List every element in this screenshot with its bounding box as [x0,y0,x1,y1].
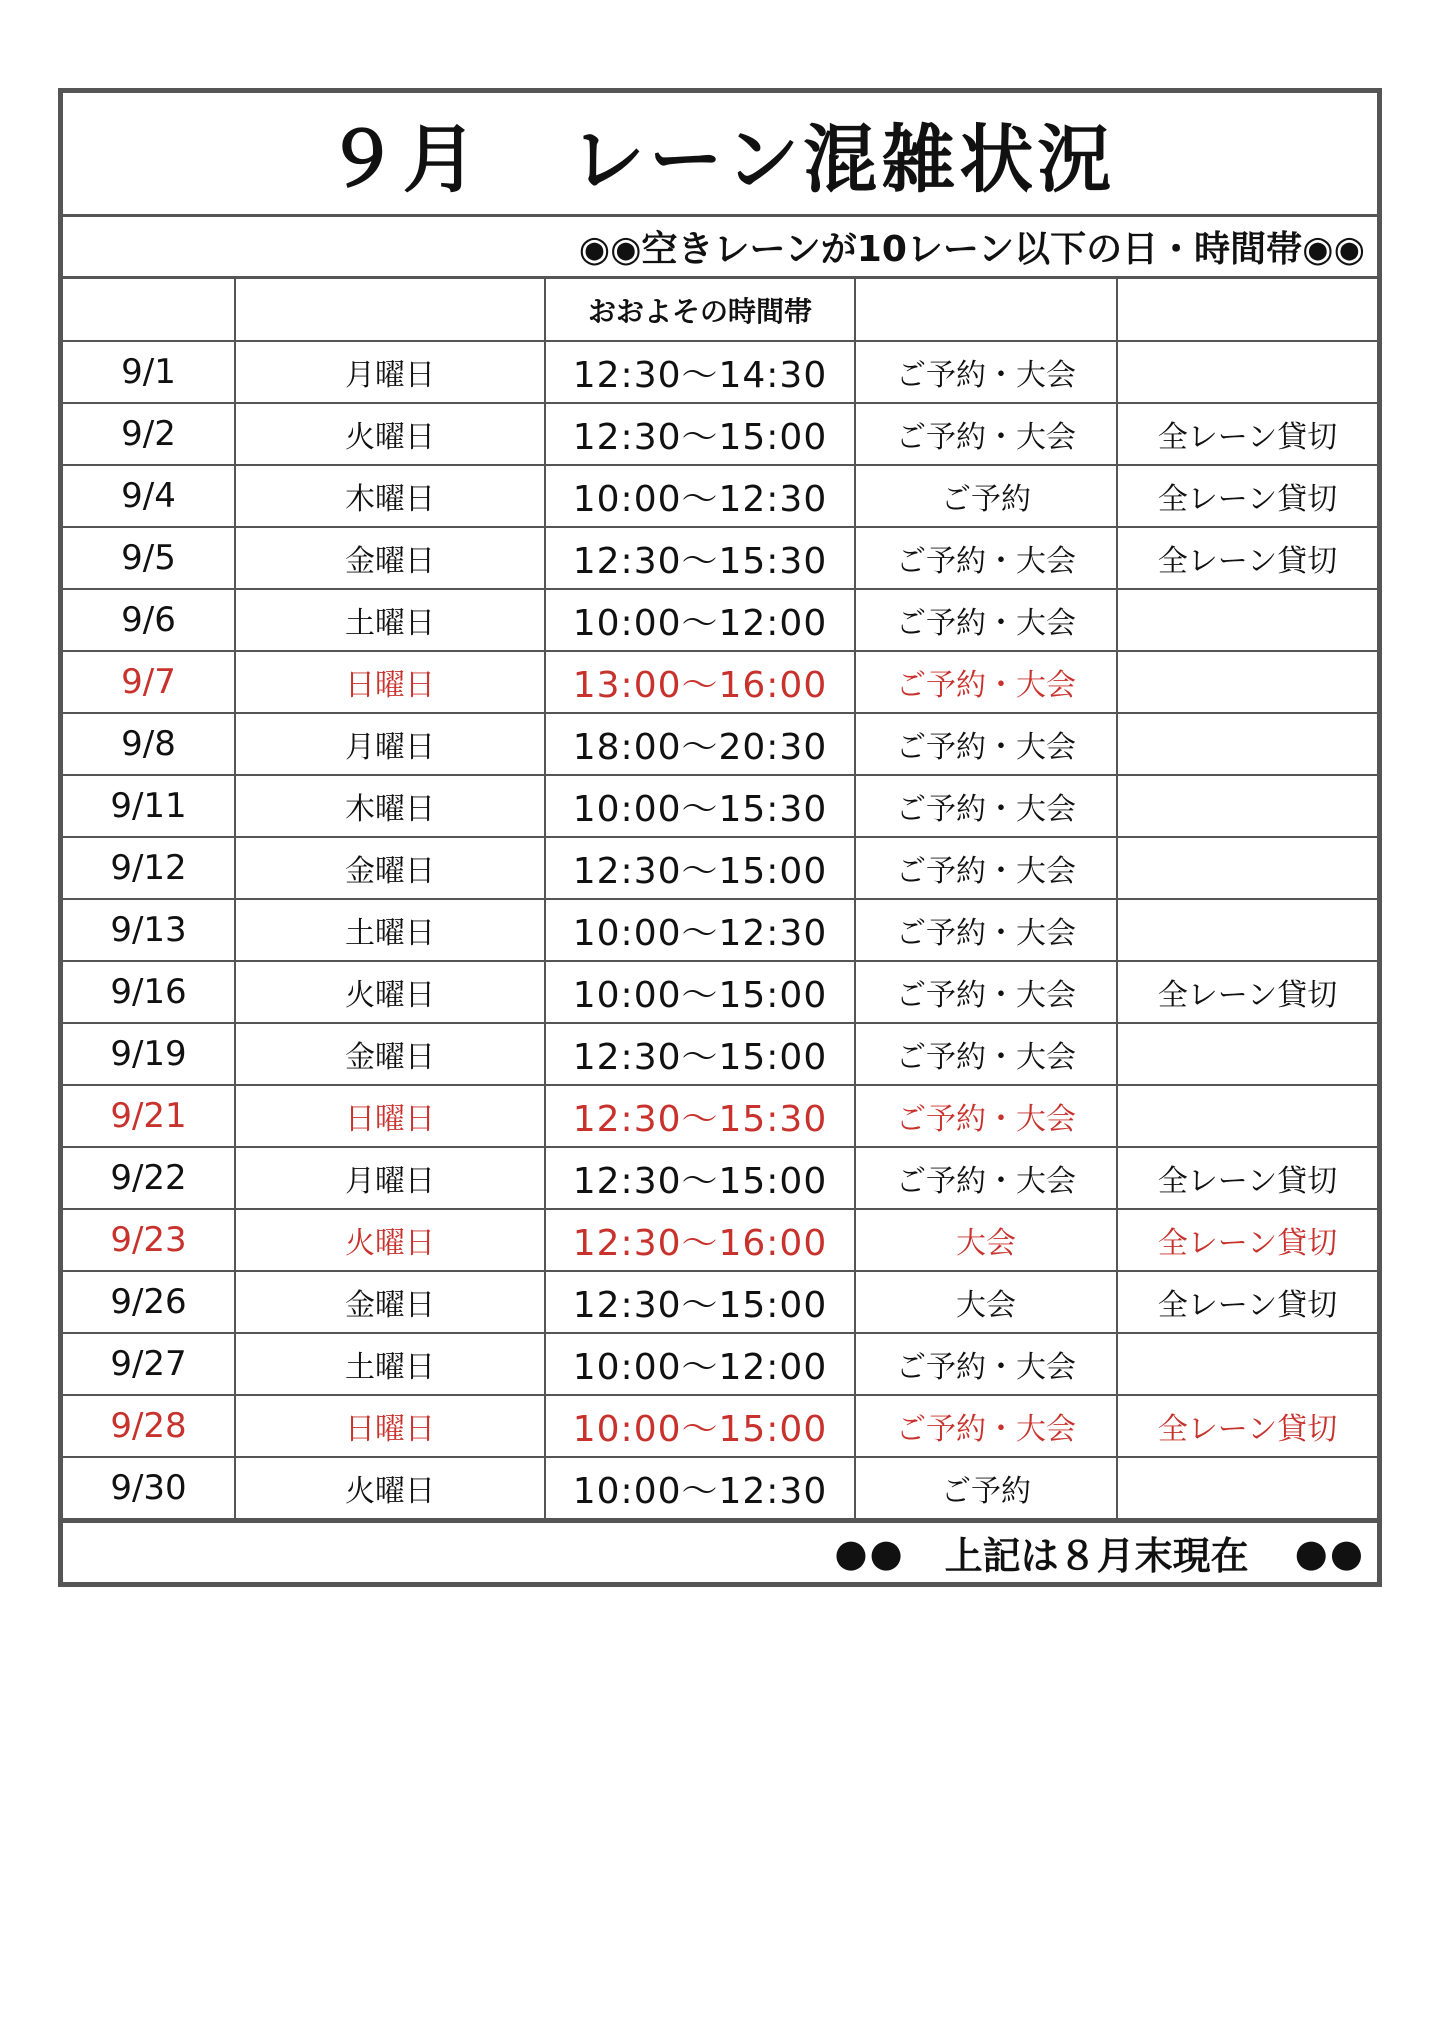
cell-time: 10:00〜15:30 [545,775,855,837]
cell-date: 9/16 [63,961,235,1023]
table-row [63,1457,1377,1519]
footer-text: 上記は８月末現在 [944,1534,1249,1578]
table-row [63,1147,1377,1209]
cell-note [1117,1023,1377,1085]
header-note [1117,279,1377,341]
cell-time: 12:30〜15:00 [545,1271,855,1333]
cell-day: 日曜日 [235,1085,545,1147]
cell-time: 10:00〜12:30 [545,465,855,527]
table-row [63,1085,1377,1147]
cell-date: 9/23 [63,1209,235,1271]
cell-time: 10:00〜12:00 [545,589,855,651]
header-type [855,279,1117,341]
table-row [63,465,1377,527]
cell-date: 9/26 [63,1271,235,1333]
cell-time: 12:30〜16:00 [545,1209,855,1271]
footer-mark-left: ●● [834,1530,905,1575]
table-row [63,589,1377,651]
cell-note: 全レーン貸切 [1117,465,1377,527]
cell-date: 9/30 [63,1457,235,1519]
cell-day: 金曜日 [235,1023,545,1085]
cell-day: 金曜日 [235,527,545,589]
cell-time: 12:30〜15:30 [545,527,855,589]
cell-time: 10:00〜15:00 [545,961,855,1023]
cell-note [1117,651,1377,713]
cell-date: 9/22 [63,1147,235,1209]
cell-type: ご予約 [855,1457,1117,1519]
cell-type: ご予約・大会 [855,589,1117,651]
cell-note: 全レーン貸切 [1117,403,1377,465]
cell-date: 9/5 [63,527,235,589]
header-time: おおよその時間帯 [545,279,855,341]
cell-day: 火曜日 [235,403,545,465]
cell-time: 10:00〜15:00 [545,1395,855,1457]
cell-note [1117,713,1377,775]
cell-date: 9/8 [63,713,235,775]
cell-day: 日曜日 [235,1395,545,1457]
title-month: ９月 [324,116,481,203]
cell-note [1117,837,1377,899]
cell-note: 全レーン貸切 [1117,1395,1377,1457]
cell-time: 12:30〜15:00 [545,1023,855,1085]
congestion-table [63,279,1377,1520]
table-row [63,1023,1377,1085]
cell-type: ご予約・大会 [855,1023,1117,1085]
cell-day: 土曜日 [235,1333,545,1395]
cell-note: 全レーン貸切 [1117,1209,1377,1271]
table-row [63,1209,1377,1271]
header-date [63,279,235,341]
cell-type: ご予約・大会 [855,651,1117,713]
availability-note: ◉◉空きレーンが10レーン以下の日・時間帯◉◉ [63,217,1377,279]
cell-type: ご予約・大会 [855,1147,1117,1209]
table-row [63,1395,1377,1457]
cell-time: 12:30〜15:00 [545,837,855,899]
cell-day: 月曜日 [235,341,545,403]
cell-date: 9/2 [63,403,235,465]
table-row [63,899,1377,961]
cell-day: 火曜日 [235,1457,545,1519]
cell-time: 12:30〜15:00 [545,1147,855,1209]
cell-day: 月曜日 [235,713,545,775]
table-row [63,403,1377,465]
cell-date: 9/21 [63,1085,235,1147]
cell-time: 13:00〜16:00 [545,651,855,713]
cell-day: 月曜日 [235,1147,545,1209]
cell-note [1117,899,1377,961]
cell-day: 土曜日 [235,589,545,651]
table-row [63,775,1377,837]
table-row [63,341,1377,403]
cell-day: 日曜日 [235,651,545,713]
cell-day: 土曜日 [235,899,545,961]
footer-note [63,1520,1377,1582]
cell-day: 金曜日 [235,1271,545,1333]
page-title [63,93,1377,217]
cell-note [1117,1457,1377,1519]
cell-day: 金曜日 [235,837,545,899]
cell-type: ご予約・大会 [855,713,1117,775]
cell-note [1117,589,1377,651]
cell-type: ご予約・大会 [855,837,1117,899]
cell-date: 9/12 [63,837,235,899]
cell-type: ご予約・大会 [855,341,1117,403]
cell-type: ご予約・大会 [855,527,1117,589]
cell-date: 9/1 [63,341,235,403]
cell-time: 18:00〜20:30 [545,713,855,775]
cell-type: 大会 [855,1209,1117,1271]
cell-day: 木曜日 [235,775,545,837]
table-row [63,651,1377,713]
cell-type: ご予約・大会 [855,1333,1117,1395]
footer-mark-right: ●● [1294,1530,1365,1575]
cell-type: ご予約・大会 [855,775,1117,837]
cell-note [1117,1333,1377,1395]
cell-date: 9/6 [63,589,235,651]
cell-note [1117,775,1377,837]
cell-date: 9/4 [63,465,235,527]
cell-type: ご予約・大会 [855,1085,1117,1147]
cell-time: 10:00〜12:30 [545,1457,855,1519]
table-row [63,713,1377,775]
cell-type: ご予約・大会 [855,961,1117,1023]
cell-date: 9/11 [63,775,235,837]
cell-note: 全レーン貸切 [1117,1271,1377,1333]
cell-day: 火曜日 [235,961,545,1023]
title-text: レーン混雑状況 [570,116,1116,203]
cell-type: ご予約・大会 [855,1395,1117,1457]
cell-type: ご予約 [855,465,1117,527]
cell-time: 10:00〜12:00 [545,1333,855,1395]
table-header-row [63,279,1377,341]
cell-date: 9/19 [63,1023,235,1085]
cell-date: 9/7 [63,651,235,713]
cell-note: 全レーン貸切 [1117,1147,1377,1209]
cell-date: 9/27 [63,1333,235,1395]
cell-note [1117,1085,1377,1147]
cell-type: ご予約・大会 [855,403,1117,465]
table-row [63,837,1377,899]
cell-date: 9/28 [63,1395,235,1457]
cell-time: 12:30〜15:00 [545,403,855,465]
header-day [235,279,545,341]
cell-note [1117,341,1377,403]
table-row [63,527,1377,589]
cell-type: ご予約・大会 [855,899,1117,961]
cell-note: 全レーン貸切 [1117,961,1377,1023]
cell-type: 大会 [855,1271,1117,1333]
cell-time: 12:30〜15:30 [545,1085,855,1147]
cell-date: 9/13 [63,899,235,961]
cell-time: 10:00〜12:30 [545,899,855,961]
cell-note: 全レーン貸切 [1117,527,1377,589]
table-row [63,1333,1377,1395]
cell-time: 12:30〜14:30 [545,341,855,403]
table-body [63,341,1377,1519]
cell-day: 火曜日 [235,1209,545,1271]
schedule-sheet [58,88,1382,1587]
table-row [63,1271,1377,1333]
cell-day: 木曜日 [235,465,545,527]
table-row [63,961,1377,1023]
